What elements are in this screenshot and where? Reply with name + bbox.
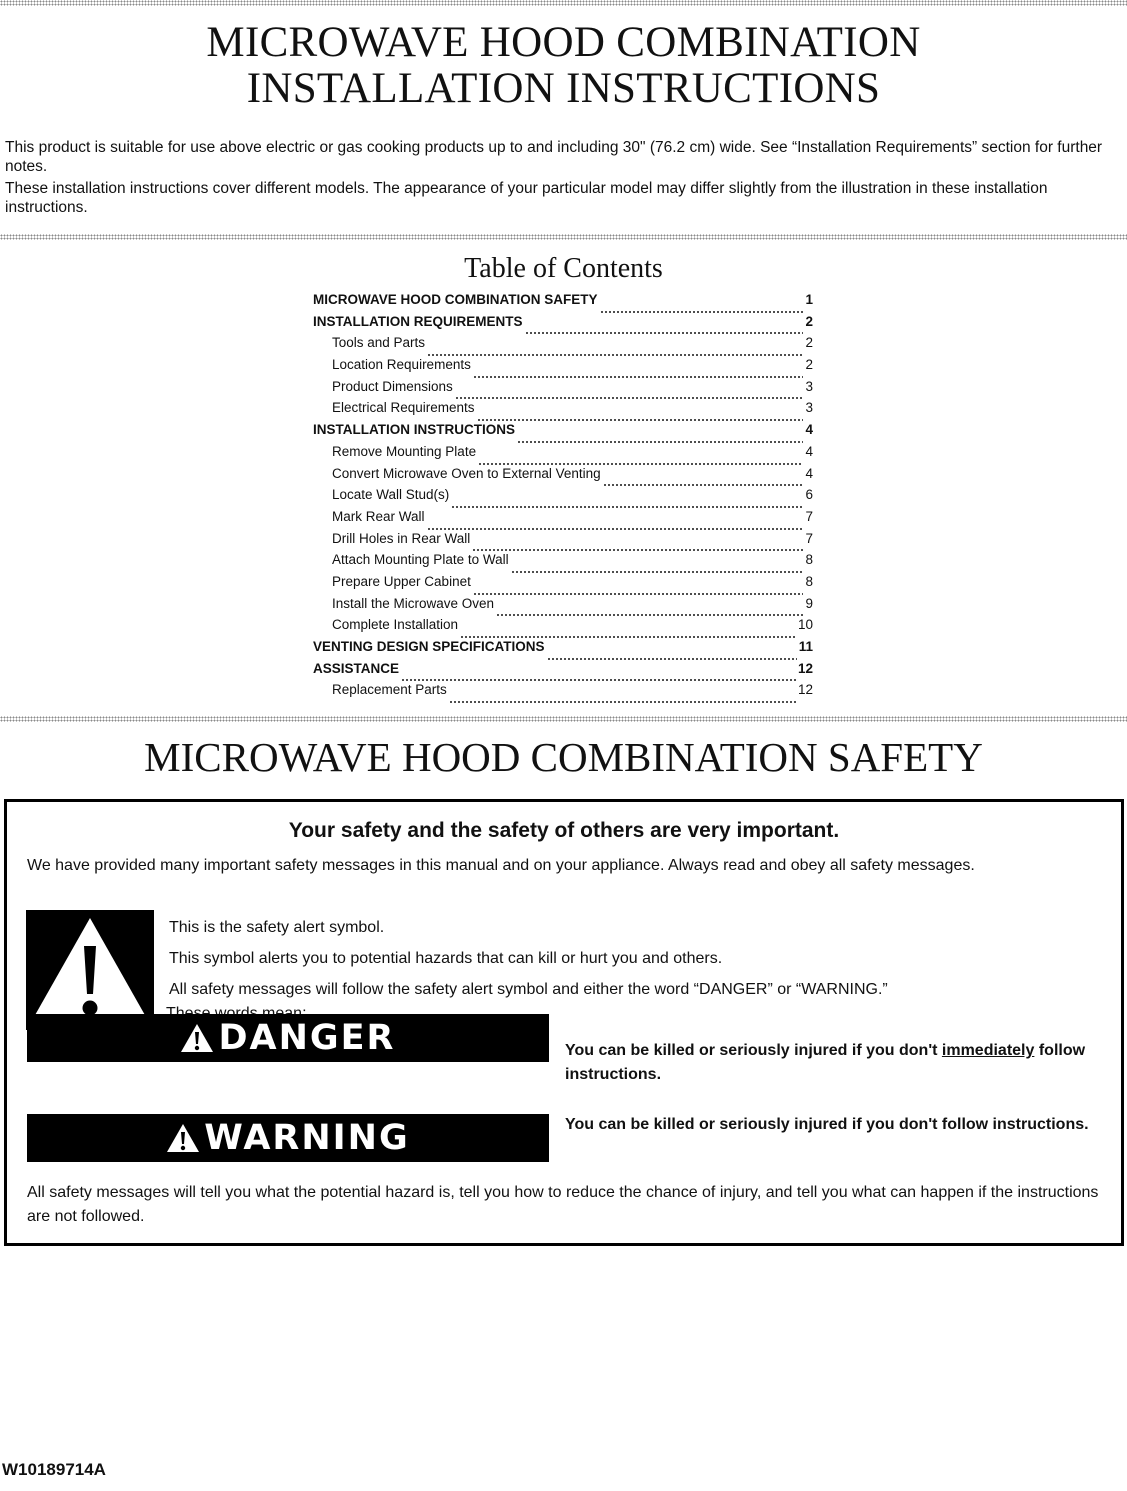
toc-entry [313, 292, 813, 314]
toc-entry-page: 10 [797, 617, 813, 633]
toc-entry [313, 617, 813, 639]
warning-message: You can be killed or seriously injured if you don't follow instructions. [565, 1116, 1089, 1133]
toc-entry [313, 531, 813, 553]
toc-entry-label: Install the Microwave Oven [332, 595, 495, 611]
danger-word: DANGER [218, 1018, 396, 1058]
toc-dot-leader [472, 538, 803, 552]
toc-dot-leader [547, 647, 797, 661]
danger-signal-panel [27, 1014, 549, 1062]
toc-entry [313, 422, 813, 444]
toc-entry-page: 3 [805, 378, 813, 394]
warning-word: WARNING [204, 1118, 410, 1158]
toc-entry-page: 8 [805, 573, 813, 589]
toc-entry-label: Tools and Parts [332, 335, 426, 351]
symbol-line-1: This is the safety alert symbol. [169, 919, 385, 936]
toc-entry-label: Mark Rear Wall [332, 508, 425, 524]
toc-entry-label: ASSISTANCE [313, 660, 400, 676]
toc-entry-label: MICROWAVE HOOD COMBINATION SAFETY [313, 292, 598, 307]
toc-entry [313, 466, 813, 488]
toc-entry-page: 4 [805, 443, 813, 459]
toc-entry-label: Locate Wall Stud(s) [332, 487, 450, 503]
toc-entry-page: 3 [805, 400, 813, 416]
intro-paragraph-1: This product is suitable for use above electric or gas cooking products up to and including 30" (76.2 cm) wide. See “Installation Requirements” section for further notes. [5, 139, 1103, 175]
danger-message [565, 1039, 1115, 1087]
toc-dot-leader [449, 690, 796, 704]
title-line-1: MICROWAVE HOOD COMBINATION [206, 19, 921, 66]
danger-message-start: You can be killed or seriously injured if you don't [565, 1042, 942, 1059]
toc-entry [313, 314, 813, 336]
toc-entry [313, 379, 813, 401]
toc-entry [313, 357, 813, 379]
toc-dot-leader [473, 365, 804, 379]
toc-entry-page: 6 [805, 487, 813, 503]
toc-dot-leader [460, 625, 796, 639]
safety-section-title: MICROWAVE HOOD COMBINATION SAFETY [144, 734, 983, 780]
table-of-contents [313, 292, 813, 704]
toc-entry-label: Prepare Upper Cabinet [332, 573, 471, 589]
toc-entry-page: 2 [805, 357, 813, 373]
toc-entry-page: 2 [805, 335, 813, 351]
toc-entry-label: Complete Installation [332, 617, 459, 633]
toc-dot-leader [477, 408, 804, 422]
toc-entry-label: INSTALLATION REQUIREMENTS [313, 313, 523, 329]
toc-entry [313, 639, 813, 661]
toc-entry [313, 335, 813, 357]
toc-entry-page: 1 [805, 292, 813, 307]
toc-entry-page: 12 [797, 682, 813, 698]
toc-entry-page: 7 [805, 508, 813, 524]
toc-entry-label: Replacement Parts [332, 682, 447, 698]
top-dotted-rule [0, 0, 1127, 6]
toc-dot-leader [600, 300, 804, 314]
toc-dot-leader [603, 473, 804, 487]
toc-dot-leader [473, 582, 804, 596]
toc-entry [313, 444, 813, 466]
safety-alert-icon [26, 910, 154, 1030]
toc-entry-page: 9 [805, 595, 813, 611]
toc-entry [313, 487, 813, 509]
toc-dot-leader [451, 495, 803, 509]
safety-box [4, 799, 1124, 1246]
toc-entry-label: Convert Microwave Oven to External Venting [332, 465, 601, 481]
toc-entry-label: Electrical Requirements [332, 400, 475, 416]
danger-alert-icon [180, 1023, 214, 1053]
toc-title: Table of Contents [464, 253, 663, 284]
dotted-rule-1 [0, 234, 1127, 240]
toc-entry-label: Drill Holes in Rear Wall [332, 530, 471, 546]
toc-entry [313, 574, 813, 596]
toc-entry [313, 661, 813, 683]
document-number: W10189714A [2, 1460, 106, 1479]
safety-footer-text: All safety messages will tell you what the potential hazard is, tell you how to reduce the chance of injury, and tell you what can happen if the instructions are not followed. [27, 1184, 1099, 1225]
toc-entry-label: Product Dimensions [332, 378, 453, 394]
toc-entry-label: INSTALLATION INSTRUCTIONS [313, 422, 515, 438]
toc-entry-page: 4 [805, 465, 813, 481]
toc-entry-label: VENTING DESIGN SPECIFICATIONS [313, 639, 545, 654]
symbol-line-3: All safety messages will follow the safety alert symbol and either the word “DANGER” or “WARNING.” [169, 981, 888, 998]
title-line-2: INSTALLATION INSTRUCTIONS [246, 65, 881, 112]
toc-entry [313, 596, 813, 618]
toc-entry-page: 11 [798, 639, 813, 654]
warning-alert-icon [166, 1123, 200, 1153]
toc-entry-page: 4 [805, 422, 813, 438]
warning-signal-panel [27, 1114, 549, 1162]
toc-entry-page: 12 [797, 660, 813, 676]
toc-dot-leader [517, 430, 803, 444]
toc-dot-leader [525, 321, 804, 335]
safety-intro: We have provided many important safety messages in this manual and on your appliance. Always read and obey all safety messages. [27, 857, 975, 874]
toc-dot-leader [427, 343, 803, 357]
toc-entry-page: 8 [805, 552, 813, 568]
toc-entry [313, 682, 813, 704]
symbol-line-2: This symbol alerts you to potential hazards that can kill or hurt you and others. [169, 950, 723, 967]
toc-dot-leader [478, 452, 803, 466]
intro-paragraph-2: These installation instructions cover different models. The appearance of your particular model may differ slightly from the illustration in these installation instructions. [5, 180, 1048, 216]
danger-message-emphasis: immediately [941, 1042, 1035, 1059]
document-title [0, 20, 1127, 112]
safety-box-heading: Your safety and the safety of others are very important. [288, 819, 840, 842]
toc-dot-leader [511, 560, 804, 574]
dotted-rule-2 [0, 716, 1127, 722]
danger-message-end: follow instructions. [565, 1042, 1086, 1083]
toc-entry [313, 552, 813, 574]
toc-dot-leader [455, 386, 804, 400]
toc-entry-page: 2 [805, 313, 813, 329]
toc-entry [313, 509, 813, 531]
toc-dot-leader [496, 603, 803, 617]
toc-entry-page: 7 [805, 530, 813, 546]
toc-dot-leader [427, 517, 804, 531]
toc-dot-leader [401, 668, 796, 682]
toc-entry-label: Remove Mounting Plate [332, 443, 477, 459]
toc-entry-label: Location Requirements [332, 357, 471, 373]
toc-entry-label: Attach Mounting Plate to Wall [332, 552, 509, 568]
toc-entry [313, 400, 813, 422]
